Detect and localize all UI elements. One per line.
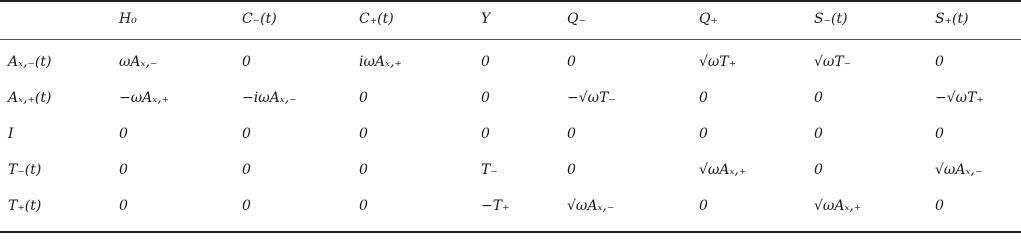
table-cell: 0 — [699, 198, 708, 214]
table-cell: 0 — [567, 126, 576, 142]
table-cell: 0 — [935, 126, 944, 142]
table-cell: 0 — [359, 162, 368, 178]
table-bottom-rule — [0, 231, 1021, 233]
table-cell: √ωT₊ — [699, 54, 737, 70]
table-cell: √ωAₓ,₋ — [935, 162, 983, 178]
column-header: S₋(t) — [814, 11, 848, 27]
table-cell: 0 — [242, 54, 251, 70]
table-header-rule — [0, 39, 1021, 40]
row-label: Aₓ,₋(t) — [8, 54, 52, 70]
table-cell: −√ωT₊ — [935, 90, 984, 106]
table-cell: 0 — [814, 126, 823, 142]
row-label: I — [8, 126, 14, 142]
table-cell: 0 — [481, 126, 490, 142]
row-label: T₊(t) — [8, 198, 42, 214]
column-header: S₊(t) — [935, 11, 969, 27]
column-header: Q₊ — [699, 11, 718, 27]
table-cell: −iωAₓ,₋ — [242, 90, 297, 106]
table-cell: 0 — [359, 198, 368, 214]
table-cell: 0 — [119, 126, 128, 142]
column-header: Y — [481, 11, 491, 27]
table-cell: 0 — [359, 90, 368, 106]
table-cell: T₋ — [481, 162, 498, 178]
table-cell: √ωAₓ,₊ — [699, 162, 747, 178]
table-cell: 0 — [242, 162, 251, 178]
table-cell: 0 — [814, 90, 823, 106]
table-cell: √ωAₓ,₊ — [814, 198, 862, 214]
table-cell: 0 — [935, 198, 944, 214]
column-header: C₊(t) — [359, 11, 394, 27]
table-cell: 0 — [699, 126, 708, 142]
table-cell: iωAₓ,₊ — [359, 54, 402, 70]
row-label: Aₓ,₊(t) — [8, 90, 52, 106]
table-cell: 0 — [359, 126, 368, 142]
table-cell: 0 — [699, 90, 708, 106]
table-cell: 0 — [481, 54, 490, 70]
row-label: T₋(t) — [8, 162, 42, 178]
column-header: C₋(t) — [242, 11, 277, 27]
table-cell: 0 — [567, 162, 576, 178]
table-cell: −T₊ — [481, 198, 510, 214]
table-cell: √ωAₓ,₋ — [567, 198, 615, 214]
table-cell: 0 — [119, 162, 128, 178]
column-header: H₀ — [119, 11, 137, 27]
table-cell: −ωAₓ,₊ — [119, 90, 170, 106]
table-cell: 0 — [119, 198, 128, 214]
column-header: Q₋ — [567, 11, 586, 27]
table-cell: 0 — [935, 54, 944, 70]
table-cell: −√ωT₋ — [567, 90, 616, 106]
table-cell: 0 — [567, 54, 576, 70]
table-cell: 0 — [481, 90, 490, 106]
table-top-rule — [0, 0, 1021, 2]
table-cell: √ωT₋ — [814, 54, 852, 70]
table-cell: ωAₓ,₋ — [119, 54, 158, 70]
table-cell: 0 — [814, 162, 823, 178]
table-cell: 0 — [242, 126, 251, 142]
table-cell: 0 — [242, 198, 251, 214]
